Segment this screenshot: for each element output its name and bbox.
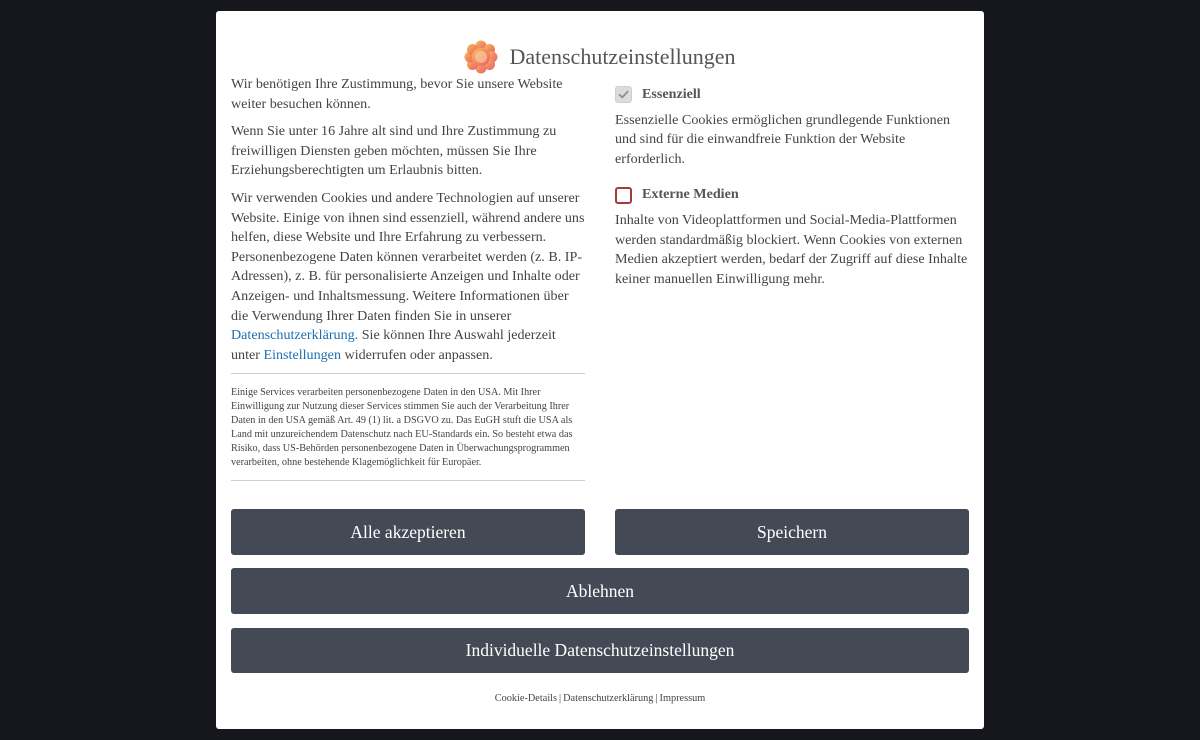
individual-settings-button[interactable]: Individuelle Datenschutzeinstellungen xyxy=(231,628,969,673)
separator: | xyxy=(559,693,562,704)
consent-paragraph: Wir benötigen Ihre Zustimmung, bevor Sie unsere Website weiter besuchen können. xyxy=(231,76,563,112)
cookies-text-2: . Sie können Ihre Auswahl jederzeit unter xyxy=(231,327,556,363)
cookies-text-3: widerrufen oder anpassen. xyxy=(341,346,493,363)
privacy-settings-dialog xyxy=(216,11,984,729)
group-external-media-name: Externe Medien xyxy=(642,186,739,203)
group-external-media-header xyxy=(615,185,969,205)
group-external-media-description: Inhalte von Videoplattformen und Social-Media-Plattformen werden standardmäßig blockiert. Wenn Cookies von externen Medien akzeptiert werden, bedarf der Zugriff auf diese Inhalte keiner manuellen Einwilligung mehr. xyxy=(615,211,968,287)
group-essential-description: Essenzielle Cookies ermöglichen grundlegende Funktionen und sind für die einwandfreie Funktion der Website erforderlich. xyxy=(615,111,951,167)
footer-links xyxy=(216,693,984,704)
dialog-title: Datenschutzeinstellungen xyxy=(509,44,736,69)
essential-checkbox[interactable] xyxy=(615,86,632,103)
usa-data-transfer-note: Einige Services verarbeiten personenbezogene Daten in den USA. Mit Ihrer Einwilligung zur Nutzung dieser Services stimmen Sie auch der Verarbeitung Ihrer Daten in den USA gemäß Art. 49 (1) lit. a DSGVO zu. Das EuGH stuft die USA als Land mit unzureichendem Datenschutz nach EU-Standards ein. So besteht etwa das Risiko, dass US-Behörden personenbezogene Daten in Überwachungsprogrammen verarbeiten, ohne bestehende Klagemöglichkeit für Europäer. xyxy=(231,387,573,469)
settings-link[interactable]: Einstellungen xyxy=(263,346,341,363)
group-external-media xyxy=(615,185,969,289)
cookies-text-1: Wir verwenden Cookies und andere Technologien auf unserer Website. Einige von ihnen sind essenziell, während andere uns helfen, diese Website und Ihre Erfahrung zu verbessern. Personenbezogene Daten können verarbeitet werden (z. B. IP-Adressen), z. B. für personalisierte Anzeigen und Inhalte oder Anzeigen- und Inhaltsmessung. Weitere Informationen über die Verwendung Ihrer Daten finden Sie in unserer xyxy=(231,189,585,324)
divider xyxy=(231,373,585,374)
accept-all-button[interactable]: Alle akzeptieren xyxy=(231,509,585,555)
decline-button[interactable]: Ablehnen xyxy=(231,568,969,614)
checkmark-icon xyxy=(617,88,630,101)
external-media-checkbox[interactable] xyxy=(615,187,632,204)
group-essential-name: Essenziell xyxy=(642,86,701,102)
cookie-details-link[interactable]: Cookie-Details xyxy=(494,693,558,704)
separator: | xyxy=(655,693,658,704)
privacy-policy-link[interactable]: Datenschutzerklärung xyxy=(231,327,355,344)
flower-logo-icon xyxy=(464,40,498,74)
save-button[interactable]: Speichern xyxy=(615,509,969,555)
footer-privacy-link[interactable]: Datenschutzerklärung xyxy=(563,693,654,704)
group-essential-header xyxy=(615,85,969,105)
minors-paragraph: Wenn Sie unter 16 Jahre alt sind und Ihre Zustimmung zu freiwilligen Diensten geben möchten, müssen Sie Ihre Erziehungsberechtigten um Erlaubnis bitten. xyxy=(231,123,557,179)
imprint-link[interactable]: Impressum xyxy=(659,693,706,704)
dialog-header xyxy=(216,39,984,75)
consent-groups xyxy=(615,85,969,305)
consent-text-column xyxy=(231,75,585,481)
cookies-paragraph xyxy=(231,189,585,365)
divider xyxy=(231,480,585,481)
group-essential xyxy=(615,85,969,169)
